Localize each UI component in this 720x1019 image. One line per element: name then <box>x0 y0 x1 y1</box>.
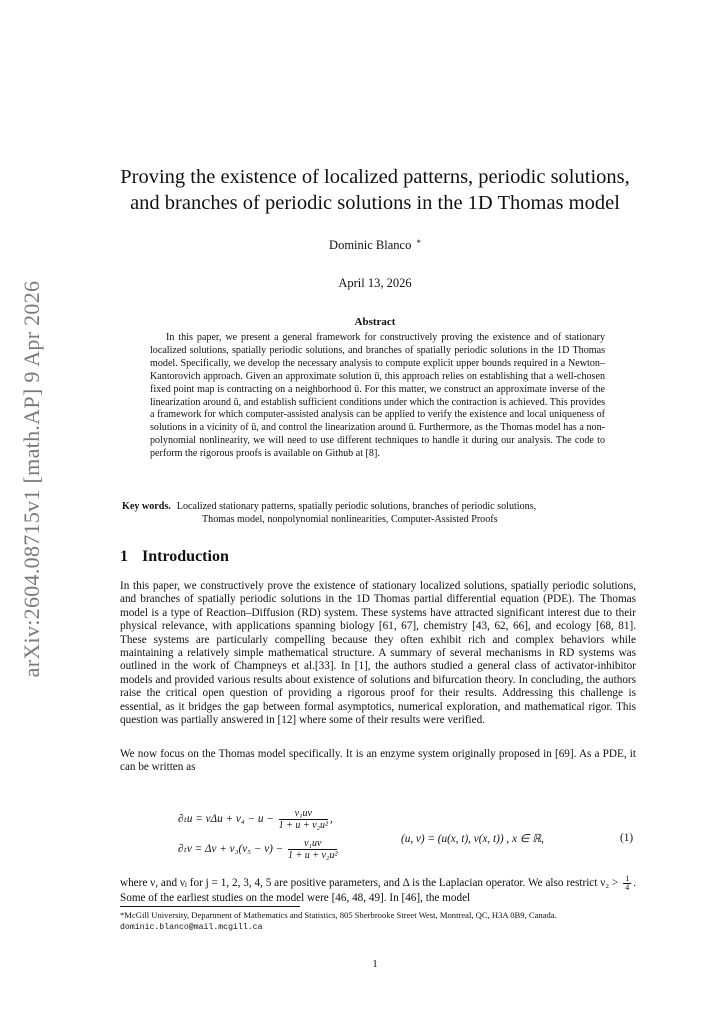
eq2-fraction <box>288 838 337 861</box>
arxiv-identifier: arXiv:2604.08715v1 [math.AP] 9 Apr 2026 <box>19 280 44 678</box>
paper-title <box>110 164 640 216</box>
page-number: 1 <box>372 958 378 970</box>
body-paragraph-2: We now focus on the Thomas model specifically. It is an enzyme system originally proposed in [69]. As a PDE, it can be written as <box>120 748 636 774</box>
title-line-2: and branches of periodic solutions in the 1D Thomas model <box>130 192 620 214</box>
p3-fraction-den: 4 <box>625 883 630 892</box>
eq1-lhs: ∂ₜu = νΔu + ν₄ − u − <box>178 813 274 826</box>
equation-line-2 <box>178 838 339 861</box>
abstract-body <box>150 332 605 461</box>
eq1-denominator: 1 + u + ν₂u² <box>278 820 328 831</box>
equation-domain: (u, v) = (u(x, t), v(x, t)) , x ∈ ℝ, <box>401 833 544 845</box>
footnote-text: *McGill University, Department of Mathematics and Statistics, 805 Sherbrooke Street West, Montreal, QC, H3A 0B9, Canada. <box>120 910 557 920</box>
eq1-fraction <box>279 808 328 831</box>
eq2-denominator: 1 + u + ν₂u² <box>288 850 338 861</box>
p3-fraction-num: 1 <box>625 874 630 883</box>
p3-part-b: . Some of the earliest studies on the model were [46, 48, 49]. In [46], the model <box>120 877 637 904</box>
title-line-1: Proving the existence of localized patterns, periodic solutions, <box>120 166 630 188</box>
section-number: 1 <box>120 548 128 565</box>
keywords <box>122 500 637 526</box>
p3-part-a: where ν, and νⱼ for j = 1, 2, 3, 4, 5 are positive parameters, and Δ is the Laplacian operator. We also restrict ν₂ > <box>120 877 619 890</box>
keywords-line-2: Thomas model, nonpolynomial nonlinearities, Computer-Assisted Proofs <box>202 514 498 525</box>
section-title: Introduction <box>142 548 229 565</box>
footnote <box>120 910 636 933</box>
abstract-text: In this paper, we present a general framework for constructively proving the existence and of stationary localized solutions, spatially periodic solutions, and branches of spatially periodic solutions in the 1D Thomas model. Specifically, we develop the necessary analysis to compute explicit upper bounds required in a Newton–Kantorovich approach. Given an approximate solution ū, this approach relies on establishing that a well-chosen fixed point map is contracting on a neighborhood ū. For this matter, we construct an approximate inverse of the linearization around ū, and establish sufficient conditions under which the contraction is achieved. This provides a framework for which computer-assisted analysis can be applied to verify the existence and local uniqueness of solutions in a vicinity of ū, and control the linearization around ū. Furthermore, as the Thomas model has a non-polynomial nonlinearity, we will need to use different techniques to handle it during our analysis. The code to perform the rigorous proofs is available on Github at [8]. <box>150 332 605 460</box>
body-paragraph-3 <box>120 875 636 905</box>
eq1-comma: , <box>330 813 333 826</box>
equation-line-1 <box>178 808 333 831</box>
eq2-lhs: ∂ₜv = Δv + ν₃(ν₅ − v) − <box>178 843 284 856</box>
section-heading <box>120 548 229 566</box>
eq1-numerator: ν₁uv <box>279 808 328 820</box>
author-name: Dominic Blanco <box>329 238 412 252</box>
eq2-numerator: ν₁uv <box>288 838 337 850</box>
keywords-line-1: Localized stationary patterns, spatially periodic solutions, branches of periodic solutions, <box>176 501 537 512</box>
author <box>110 238 640 253</box>
body-paragraph-1: In this paper, we constructively prove the existence of stationary localized solutions, spatially periodic solutions, and branches of spatially periodic solutions in the 1D Thomas partial differential equation (PDE). The Thomas model is a type of Reaction–Diffusion (RD) system. These systems have attracted significant interest due to their physical relevance, with applications spanning biology [61, 67], chemistry [43, 62, 66], and ecology [68, 81]. These systems are particularly compelling because they often exhibit rich and complex behaviors while maintaining a relatively simple mathematical structure. A summary of several mechanisms in RD systems was outlined in the work of Champneys et al.[33]. In [1], the authors studied a general class of activator-inhibitor models and provided various results about existence of solutions and bifurcation theory. In concluding, the authors raise the critical open question of providing a rigorous proof for their results. Addressing this challenge is essential, as it bridges the gap between formal asymptotics, numerical exploration, and mathematical rigor. This question was partially answered in [12] where some of their results were verified. <box>120 580 636 727</box>
paper-date: April 13, 2026 <box>338 276 412 290</box>
author-footnote-mark: * <box>416 238 421 248</box>
equation-number: (1) <box>620 832 634 844</box>
author-email: dominic.blanco@mail.mcgill.ca <box>120 923 263 932</box>
footnote-rule <box>120 906 300 907</box>
p3-fraction <box>623 875 631 892</box>
abstract-heading: Abstract <box>354 316 396 328</box>
keywords-label: Key words. <box>122 501 171 512</box>
equation-1 <box>178 808 638 870</box>
